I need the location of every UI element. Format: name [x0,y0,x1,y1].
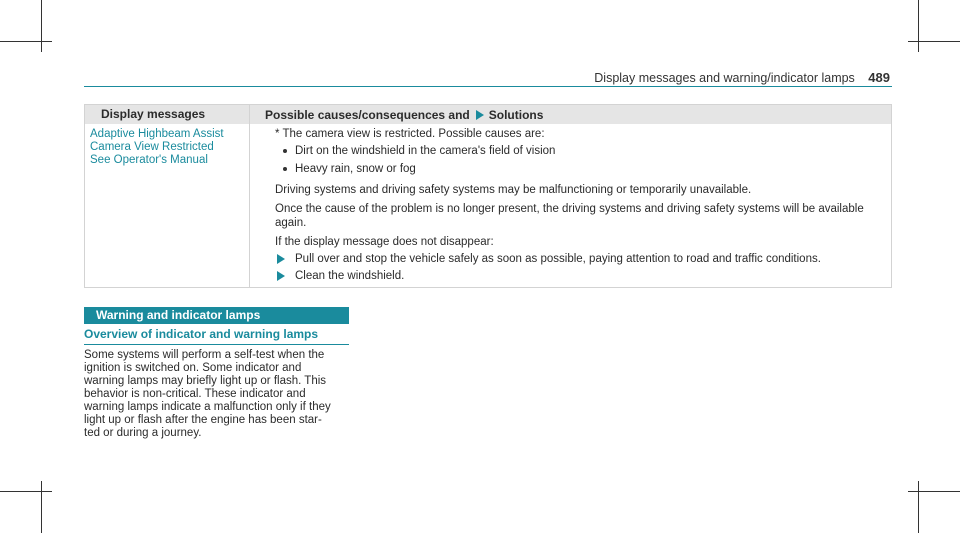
running-header [594,70,890,85]
body-line: ted or during a journey. [84,427,202,439]
subsection-rule [84,344,349,345]
column-header-causes [265,108,543,122]
body-line: Some systems will perform a self-test when the [84,349,325,361]
cause-bullet: Heavy rain, snow or fog [295,163,416,175]
column-header-causes-label: Possible causes/consequences and [265,108,470,122]
column-header-display-messages: Display messages [101,107,206,121]
crop-mark [908,41,960,42]
step-arrow-icon [277,254,285,264]
section-title-bar [84,307,349,324]
crop-mark [41,0,42,52]
body-line: ignition is switched on. Some indicator and [84,362,302,374]
step-arrow-icon [277,271,285,281]
persist-text: If the display message does not disappear: [275,236,494,248]
body-line: warning lamps indicate a malfunction only if they [84,401,331,413]
display-message-line: Camera View Restricted [90,141,214,153]
crop-mark [918,481,919,533]
bullet-icon [283,149,287,153]
message-table [84,104,892,288]
body-line: warning lamps may briefly light up or flash. This [84,375,327,387]
table-header [85,105,891,124]
crop-mark [908,491,960,492]
body-line: light up or flash after the engine has been star- [84,414,322,426]
display-message-text [90,128,240,167]
body-line: behavior is non-critical. These indicator and [84,388,306,400]
consequence-text: Driving systems and driving safety systems may be malfunctioning or temporarily unavailable. [275,184,752,196]
solution-step: Pull over and stop the vehicle safely as soon as possible, paying attention to road and traffic conditions. [295,253,821,265]
page-number: 489 [868,70,890,85]
display-message-line: See Operator's Manual [90,154,208,166]
arrow-right-icon [476,110,484,120]
column-divider [249,105,250,287]
subsection-title: Overview of indicator and warning lamps [84,327,319,341]
solution-step: Clean the windshield. [295,270,405,282]
bullet-icon [283,167,287,171]
crop-mark [0,41,52,42]
header-title: Display messages and warning/indicator lamps [594,71,855,85]
crop-mark [0,491,52,492]
column-header-solutions-label: Solutions [488,108,544,122]
recovery-text: Once the cause of the problem is no longer present, the driving systems and driving safety systems will be available again. [275,203,864,229]
cause-bullet: Dirt on the windshield in the camera's field of vision [295,145,556,157]
display-message-line: Adaptive Highbeam Assist [90,128,224,140]
crop-mark [41,481,42,533]
cause-intro: * The camera view is restricted. Possible causes are: [275,128,545,140]
section-title: Warning and indicator lamps [96,308,261,322]
header-rule [84,86,892,87]
crop-mark [918,0,919,52]
